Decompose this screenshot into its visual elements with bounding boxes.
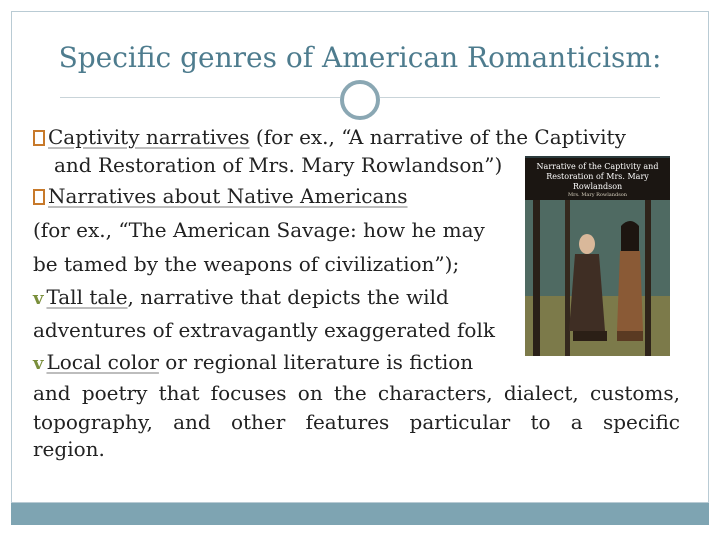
item-tall-tale-line2: adventures of extravagantly exaggerated folk <box>33 318 495 342</box>
square-bullet-icon <box>33 189 45 205</box>
item-local-color: v Local color or regional literature is fiction <box>33 350 474 374</box>
book-cover-title: Narrative of the Captivity and Restoration of Mrs. Mary Rowlandson Mrs. Mary Rowlandson <box>525 158 670 202</box>
book-cover-image <box>525 156 670 356</box>
check-v-bullet-icon: v <box>33 353 44 374</box>
book-cover-author: Mrs. Mary Rowlandson <box>567 192 627 198</box>
item-native-line3: be tamed by the weapons of civilization”); <box>33 252 460 276</box>
item-native-line2: (for ex., “The American Savage: how he may <box>33 218 485 242</box>
title-divider-right <box>380 97 660 98</box>
term-tall-tale: Tall tale <box>46 285 128 309</box>
item-captivity-line2: and Restoration of Mrs. Mary Rowlandson”) <box>54 153 503 177</box>
term-captivity-narratives: Captivity narratives <box>48 125 250 149</box>
item-captivity: Captivity narratives (for ex., “A narrative of the Captivity <box>33 122 626 154</box>
term-narratives-native-americans: Narratives about Native Americans <box>48 184 408 208</box>
book-cover-illustration <box>525 156 670 356</box>
square-bullet-icon <box>33 130 45 146</box>
item-local-color-line2: and poetry that focuses on the characters, dialect, customs, <box>33 381 680 405</box>
circle-ornament-icon <box>340 80 380 120</box>
slide-title: Specific genres of American Romanticism: <box>58 41 662 74</box>
term-local-color: Local color <box>46 350 159 374</box>
item-local-color-line3: topography, and other features particular to a specific <box>33 410 680 434</box>
item-tall-tale: v Tall tale, narrative that depicts the wild <box>33 285 449 309</box>
check-v-bullet-icon: v <box>33 288 44 309</box>
footer-bar <box>11 503 709 525</box>
item-native-americans <box>33 181 408 213</box>
title-divider-left <box>60 97 340 98</box>
item-local-color-line4: region. <box>33 437 105 461</box>
